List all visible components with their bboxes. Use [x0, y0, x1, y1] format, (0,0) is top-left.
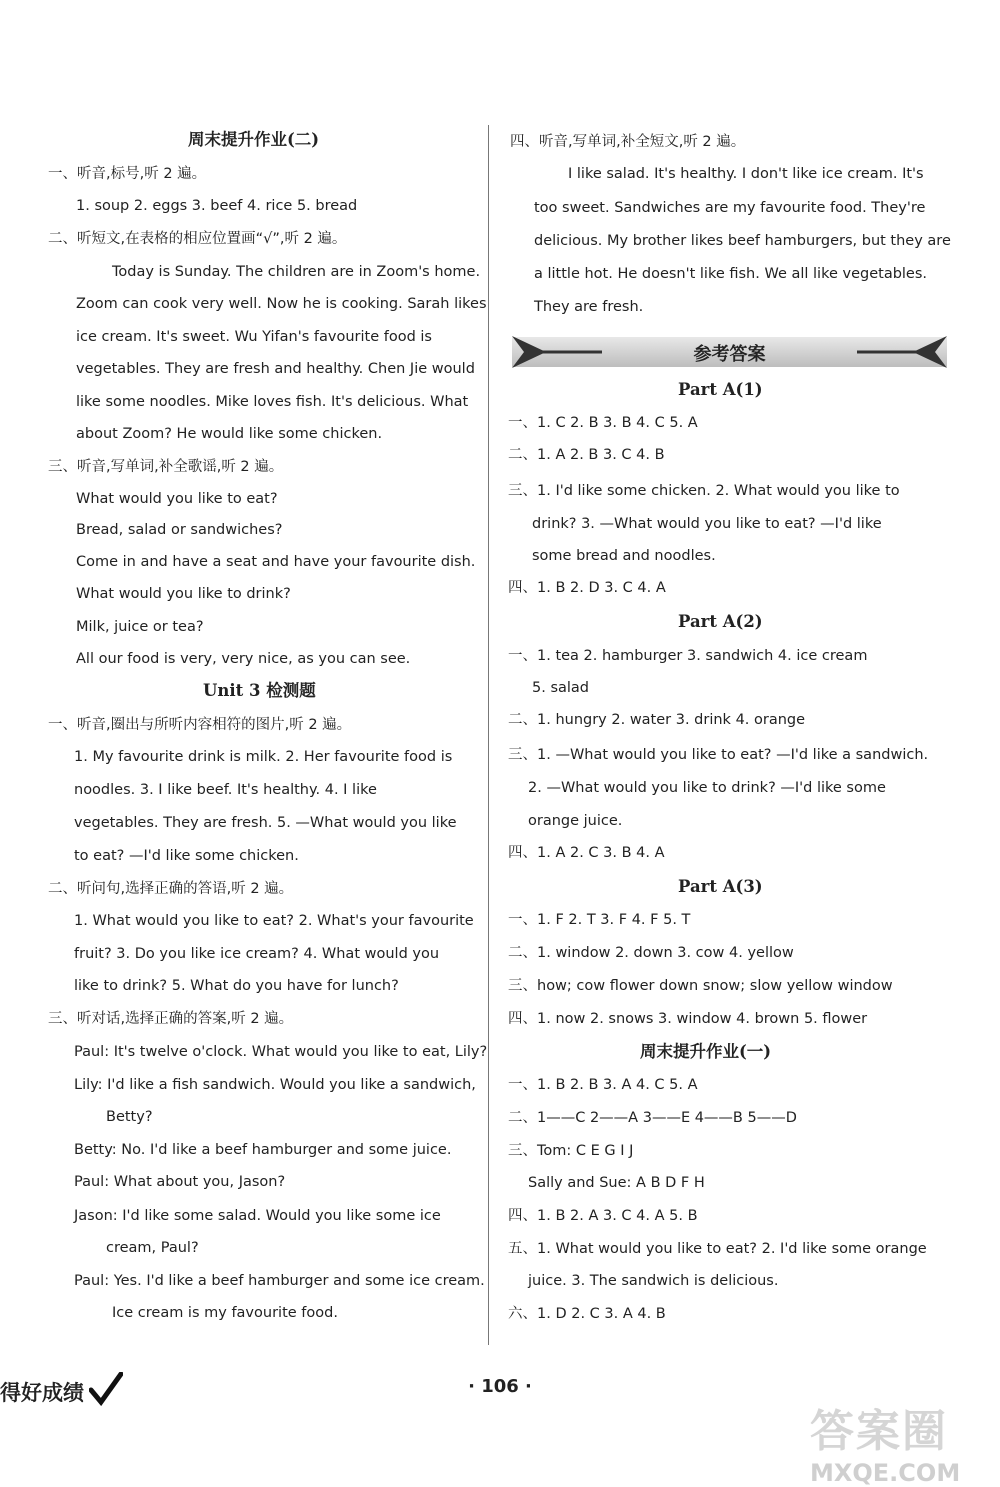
section-title-weekend-1: 周末提升作业(一): [640, 1042, 772, 1061]
answer-line: 四、1. now 2. snows 3. window 4. brown 5. flower: [508, 1011, 868, 1027]
question-heading: 三、听音,写单词,补全歌谣,听 2 遍。: [48, 459, 284, 475]
section-title-unit3: Unit 3 检测题: [203, 681, 316, 700]
answer-line: 二、1——C 2——A 3——E 4——B 5——D: [508, 1110, 797, 1126]
question-heading: 二、听问句,选择正确的答语,听 2 遍。: [48, 881, 294, 897]
question-heading: 三、听对话,选择正确的答案,听 2 遍。: [48, 1011, 294, 1027]
answer-line: 四、1. B 2. D 3. C 4. A: [508, 580, 666, 596]
answer-line: 一、1. B 2. B 3. A 4. C 5. A: [508, 1077, 698, 1093]
answer-line: some bread and noodles.: [532, 548, 716, 564]
chant-line: All our food is very, very nice, as you can see.: [76, 651, 411, 667]
watermark: [810, 1395, 960, 1487]
question-text: like to drink? 5. What do you have for lunch?: [74, 978, 399, 994]
passage-line: ice cream. It's sweet. Wu Yifan's favourite food is: [76, 329, 432, 345]
answer-line: 2. —What would you like to drink? —I'd like some: [528, 780, 886, 796]
question-text: fruit? 3. Do you like ice cream? 4. What would you: [74, 946, 440, 962]
answer-line: 五、1. What would you like to eat? 2. I'd like some orange: [508, 1241, 927, 1257]
dialogue-line: cream, Paul?: [106, 1240, 199, 1256]
watermark-logo: 答案圈: [810, 1406, 948, 1457]
passage-line: a little hot. He doesn't like fish. We all like vegetables.: [534, 266, 928, 282]
passage-line: too sweet. Sandwiches are my favourite food. They're: [534, 200, 926, 216]
dialogue-line: Paul: Yes. I'd like a beef hamburger and some ice cream.: [74, 1273, 485, 1289]
answer-line: 三、Tom: C E G I J: [508, 1143, 634, 1159]
passage-line: delicious. My brother likes beef hamburgers, but they are: [534, 233, 951, 249]
answer-line: 二、1. hungry 2. water 3. drink 4. orange: [508, 712, 806, 728]
answer-line: 二、1. window 2. down 3. cow 4. yellow: [508, 945, 794, 961]
answer-line: 三、how; cow flower down snow; slow yellow window: [508, 978, 893, 994]
question-heading: 一、听音,圈出与所听内容相符的图片,听 2 遍。: [48, 717, 352, 733]
answer-line: 二、1. A 2. B 3. C 4. B: [508, 447, 665, 463]
column-divider: [488, 125, 489, 1345]
answer-line: orange juice.: [528, 813, 623, 829]
part-heading: Part A(2): [678, 612, 763, 631]
question-heading: 二、听短文,在表格的相应位置画“√”,听 2 遍。: [48, 231, 347, 247]
dialogue-line: Paul: It's twelve o'clock. What would you like to eat, Lily?: [74, 1044, 488, 1060]
dialogue-line: Betty?: [106, 1109, 153, 1125]
banner-title: 参考答案: [693, 344, 766, 365]
question-text: vegetables. They are fresh. 5. —What would you like: [74, 815, 457, 831]
chant-line: Come in and have a seat and have your favourite dish.: [76, 554, 476, 570]
dialogue-line: Betty: No. I'd like a beef hamburger and some juice.: [74, 1142, 452, 1158]
passage-line: They are fresh.: [534, 299, 644, 315]
question-heading: 四、听音,写单词,补全短文,听 2 遍。: [510, 134, 746, 150]
passage-line: I like salad. It's healthy. I don't like ice cream. It's: [568, 166, 924, 182]
question-text: to eat? —I'd like some chicken.: [74, 848, 299, 864]
dialogue-line: Paul: What about you, Jason?: [74, 1174, 286, 1190]
answer-line: drink? 3. —What would you like to eat? —I'd like: [532, 516, 882, 532]
question-text: 1. soup 2. eggs 3. beef 4. rice 5. bread: [76, 198, 358, 214]
passage-line: Zoom can cook very well. Now he is cooking. Sarah likes: [76, 296, 487, 312]
answer-line: 三、1. —What would you like to eat? —I'd like a sandwich.: [508, 747, 929, 763]
part-heading: Part A(3): [678, 877, 763, 896]
section-title-weekend-2: 周末提升作业(二): [188, 130, 320, 149]
dialogue-line: Lily: I'd like a fish sandwich. Would you like a sandwich,: [74, 1077, 476, 1093]
dialogue-line: Ice cream is my favourite food.: [112, 1305, 338, 1321]
question-text: noodles. 3. I like beef. It's healthy. 4. I like: [74, 782, 377, 798]
answer-line: Sally and Sue: A B D F H: [528, 1175, 705, 1191]
chant-line: What would you like to eat?: [76, 491, 278, 507]
dialogue-line: Jason: I'd like some salad. Would you like some ice: [74, 1208, 441, 1224]
answer-key-banner: [512, 334, 947, 370]
logo-text: 得好成绩: [0, 1381, 84, 1405]
passage-line: Today is Sunday. The children are in Zoom's home.: [112, 264, 481, 280]
answer-line: 一、1. C 2. B 3. B 4. C 5. A: [508, 415, 698, 431]
watermark-url: MXQE.COM: [810, 1459, 961, 1487]
answer-line: 三、1. I'd like some chicken. 2. What would you like to: [508, 483, 900, 499]
answer-line: 一、1. F 2. T 3. F 4. F 5. T: [508, 912, 691, 928]
question-heading: 一、听音,标号,听 2 遍。: [48, 166, 207, 182]
question-text: 1. What would you like to eat? 2. What's your favourite: [74, 913, 474, 929]
passage-line: about Zoom? He would like some chicken.: [76, 426, 383, 442]
answer-line: 六、1. D 2. C 3. A 4. B: [508, 1306, 666, 1322]
passage-line: like some noodles. Mike loves fish. It's delicious. What: [76, 394, 469, 410]
answer-line: 一、1. tea 2. hamburger 3. sandwich 4. ice cream: [508, 648, 868, 664]
chant-line: What would you like to drink?: [76, 586, 291, 602]
question-text: 1. My favourite drink is milk. 2. Her favourite food is: [74, 749, 453, 765]
passage-line: vegetables. They are fresh and healthy. Chen Jie would: [76, 361, 475, 377]
chant-line: Bread, salad or sandwiches?: [76, 522, 283, 538]
answer-line: 四、1. B 2. A 3. C 4. A 5. B: [508, 1208, 698, 1224]
part-heading: Part A(1): [678, 380, 763, 399]
answer-line: 四、1. A 2. C 3. B 4. A: [508, 845, 665, 861]
answer-line: juice. 3. The sandwich is delicious.: [528, 1273, 779, 1289]
chant-line: Milk, juice or tea?: [76, 619, 204, 635]
page-number: · 106 ·: [468, 1376, 532, 1397]
answer-line: 5. salad: [532, 680, 590, 696]
